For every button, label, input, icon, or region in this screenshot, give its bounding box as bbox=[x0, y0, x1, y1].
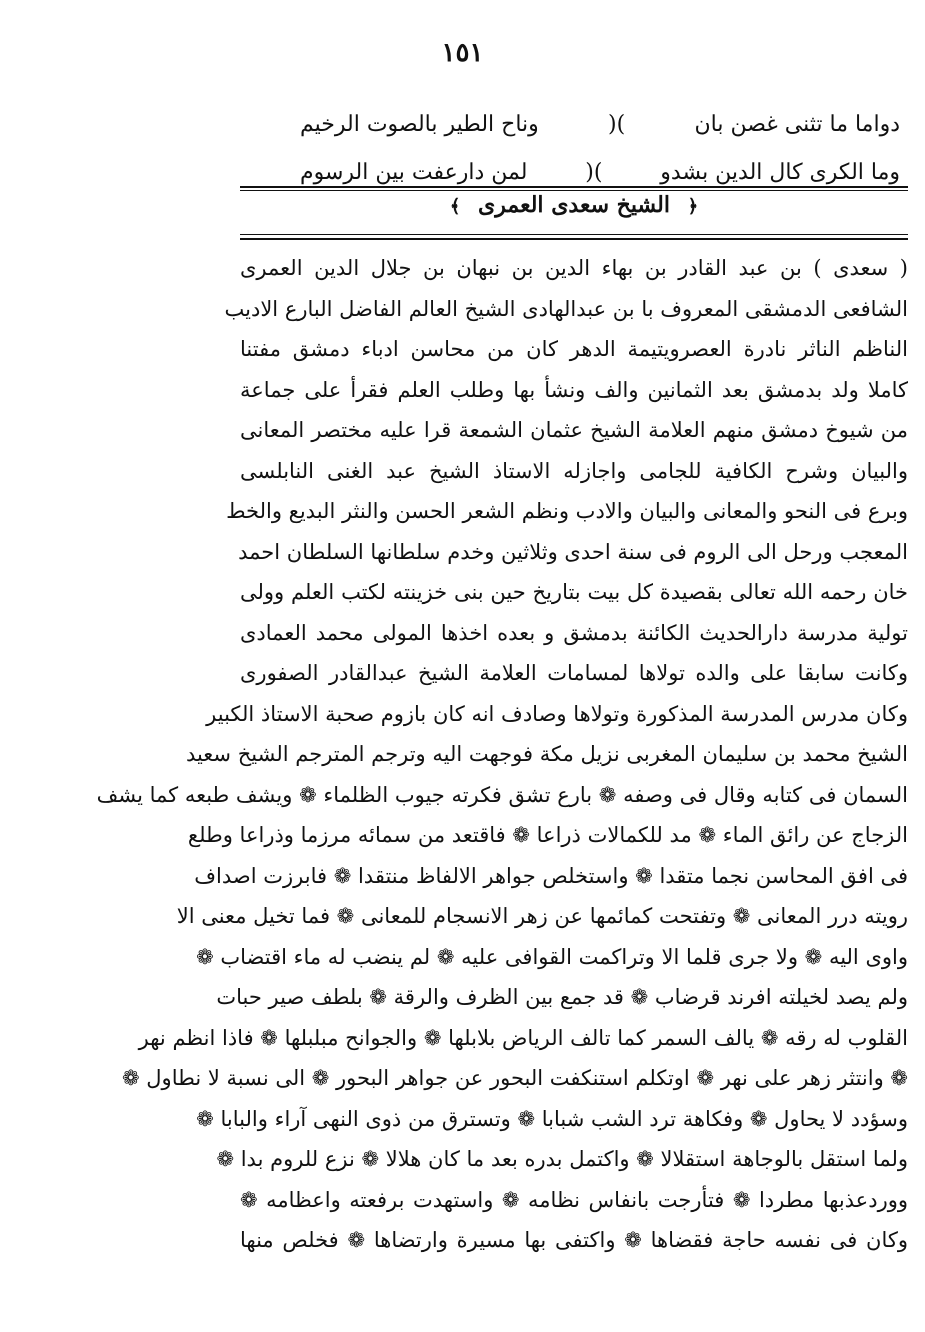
verse-2-right-hemistich: وما الكرى كال الدين بشدو bbox=[660, 159, 900, 185]
text-line: ( سعدى ) بن عبد القادر بن بهاء الدين بن نبهان بن جلال الدين العمرى bbox=[240, 256, 908, 280]
text-line: السمان فى كتابه وقال فى وصفه ❁ بارع تشق فكرته جيوب الظلماء ❁ ويشف طبعه كما يشف bbox=[96, 782, 908, 807]
verse-1-separator: )( bbox=[608, 111, 626, 137]
text-line: من شيوخ دمشق منهم العلامة الشيخ عثمان الشمعة قرا عليه مختصر المعانى bbox=[240, 418, 908, 442]
verse-2-separator: )( bbox=[585, 159, 603, 185]
text-line: والبيان وشرح الكافية للجامى واجازله الاستاذ الشيخ عبد الغنى النابلسى bbox=[240, 458, 908, 483]
text-line: الشافعى الدمشقى المعروف با بن عبدالهادى الشيخ العالم الفاضل البارع الاديب bbox=[224, 296, 908, 321]
heading-ornament-left: ﴾ bbox=[449, 195, 461, 217]
text-line: الشيخ محمد بن سليمان المغربى نزيل مكة فوجهت اليه وترجم المترجم الشيخ سعيد bbox=[185, 742, 908, 766]
section-heading bbox=[240, 192, 908, 218]
text-line: وكان مدرس المدرسة المذكورة وتولاها وصادف انه كان بازوم صحبة الاستاذ الكبير bbox=[206, 701, 908, 726]
verse-line-2 bbox=[300, 148, 900, 196]
text-line: كاملا ولد بدمشق بعد الثمانين والف ونشأ بها وطلب العلم فقرأ على جماعة bbox=[240, 377, 908, 402]
text-line: الناظم الناثر نادرة العصرويتيمة الدهر كان من محاسن ادباء دمشق مفتنا bbox=[240, 337, 908, 361]
text-line: ❁ وانتثر زهر على نهر ❁ اوتكلم استنكفت البحور عن جواهر البحور ❁ الى نسبة لا نطاول ❁ bbox=[122, 1066, 908, 1090]
verse-1-right-hemistich: دواما ما تثنى غصن بان bbox=[694, 111, 900, 137]
text-line: تولية مدرسة دارالحديث الكائنة بدمشق و بعده اخذها المولى محمد العمادى bbox=[240, 620, 908, 645]
text-line: فى افق المحاسن نجما متقدا ❁ واستخلص جواهر الالفاظ منتقدا ❁ فابرزت اصداف bbox=[194, 863, 908, 888]
divider-top-inner bbox=[240, 190, 908, 191]
text-line: وبرع فى النحو والمعانى والبيان والادب ونظم الشعر الحسن والنثر البديع والخط bbox=[226, 499, 908, 523]
page-number: ١٥١ bbox=[441, 38, 484, 68]
verse-1-left-hemistich: وناح الطير بالصوت الرخيم bbox=[300, 111, 539, 137]
text-line: واوى اليه ❁ ولا جرى قلما الا وتراكمت القوافى عليه ❁ لم ينضب له ماء اقتضاب ❁ bbox=[196, 944, 908, 969]
verse-2-left-hemistich: لمن دارعفت بين الرسوم bbox=[300, 159, 528, 185]
divider-bottom bbox=[240, 238, 908, 240]
text-line: خان رحمه الله تعالى بقصيدة كل بيت بتاريخ حين بنى خزينته لكتب العلم وولى bbox=[240, 580, 908, 604]
text-line: وكان فى نفسه حاجة فقضاها ❁ واكتفى بها مسيرة وارتضاها ❁ فخلص منها bbox=[240, 1228, 908, 1252]
poem-verses bbox=[300, 100, 900, 196]
text-line: ولما استقل بالوجاهة استقلالا ❁ واكتمل بدره بعد ما كان هلالا ❁ نزع للروم بدا ❁ bbox=[216, 1147, 908, 1171]
divider-bottom-inner bbox=[240, 234, 908, 235]
biography-text bbox=[96, 248, 908, 1261]
text-line: ووردعذبها مطردا ❁ فتأرجت بانفاس نظامه ❁ واستهدت برفعته واعظامه ❁ bbox=[240, 1187, 908, 1212]
text-line: الزجاج عن رائق الماء ❁ مد للكمالات ذراعا ❁ فاقتعد من سمائه مرزما وذراعا وطلع bbox=[187, 823, 908, 847]
text-line: وكانت سابقا على والده تولاها لمسامات العلامة الشيخ عبدالقادر الصفورى bbox=[240, 661, 908, 685]
text-line: المعجب ورحل الى الروم فى سنة احدى وثلاثين وخدم سلطانها السلطان احمد bbox=[238, 539, 908, 564]
verse-line-1 bbox=[300, 100, 900, 148]
heading-ornament-right: ﴿ bbox=[687, 195, 699, 217]
text-line: القلوب له رقه ❁ يالف السمر كما تالف الرياض بلابلها ❁ والجوانح مبلبلها ❁ فاذا انظم نهر bbox=[138, 1025, 908, 1050]
text-line: رويته درر المعانى ❁ وتفتحت كمائمها عن زهر الانسجام للمعانى ❁ فما تخيل معنى الا bbox=[176, 904, 908, 928]
text-line: ولم يصد لخيلته افرند قرضاب ❁ قد جمع بين الظرف والرقة ❁ بلطف صير حبات bbox=[216, 985, 908, 1009]
section-heading-title: الشيخ سعدى العمرى bbox=[478, 192, 670, 218]
text-line: وسؤدد لا يحاول ❁ وفكاهة ترد الشب شبابا ❁ وتسترق من ذوى النهى آراء والبابا ❁ bbox=[196, 1106, 908, 1131]
divider-top bbox=[240, 186, 908, 188]
